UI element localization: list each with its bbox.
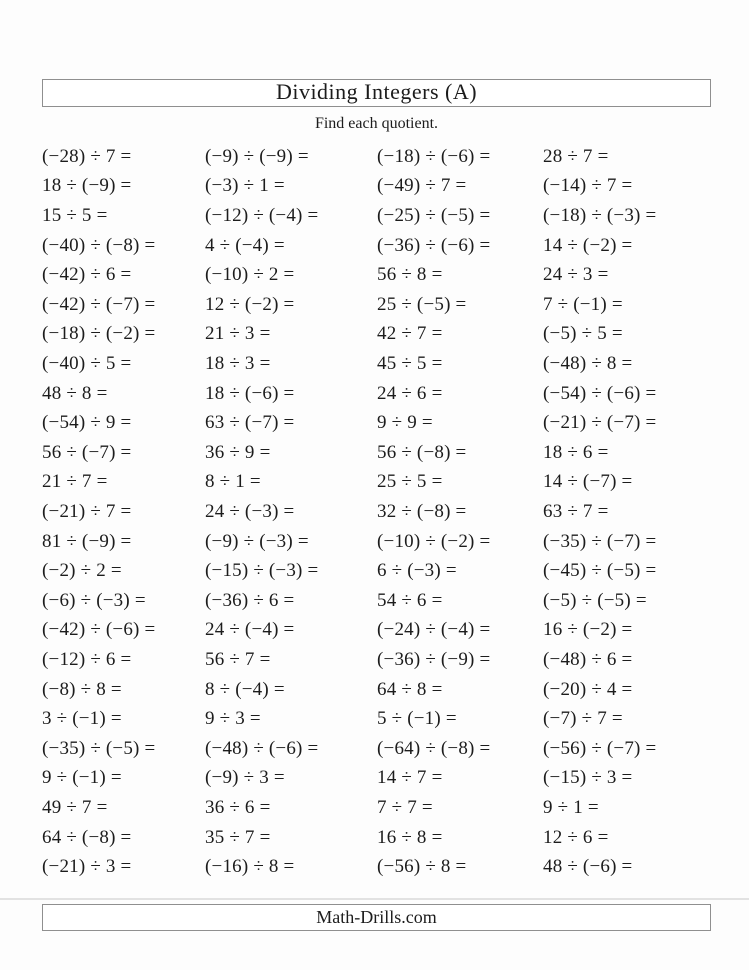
problem-cell: 3 ÷ (−1) = bbox=[42, 708, 122, 730]
problem-cell: 14 ÷ (−2) = bbox=[543, 234, 633, 256]
problem-cell: 9 ÷ (−1) = bbox=[42, 767, 122, 789]
instruction-text: Find each quotient. bbox=[314, 115, 439, 132]
problem-cell: (−16) ÷ 8 = bbox=[205, 856, 295, 878]
problem-cell: 7 ÷ (−1) = bbox=[543, 293, 623, 315]
problem-cell: (−36) ÷ (−6) = bbox=[377, 234, 491, 256]
problem-cell: (−45) ÷ (−5) = bbox=[543, 560, 657, 582]
problem-cell: (−35) ÷ (−5) = bbox=[42, 737, 156, 759]
problem-cell: 14 ÷ 7 = bbox=[377, 767, 443, 789]
problem-cell: 9 ÷ 9 = bbox=[377, 412, 433, 434]
problem-cell: (−5) ÷ 5 = bbox=[543, 323, 623, 345]
problem-cell: 81 ÷ (−9) = bbox=[42, 530, 132, 552]
problem-cell: 48 ÷ 8 = bbox=[42, 382, 108, 404]
problem-cell: (−8) ÷ 8 = bbox=[42, 678, 122, 700]
problem-cell: 24 ÷ (−4) = bbox=[205, 619, 295, 641]
problem-cell: (−21) ÷ 7 = bbox=[42, 500, 132, 522]
problem-cell: 9 ÷ 3 = bbox=[205, 708, 261, 730]
problem-cell: (−5) ÷ (−5) = bbox=[543, 589, 647, 611]
problem-cell: (−14) ÷ 7 = bbox=[543, 175, 633, 197]
problem-cell: (−42) ÷ (−6) = bbox=[42, 619, 156, 641]
problem-cell: 24 ÷ 6 = bbox=[377, 382, 443, 404]
problem-cell: 63 ÷ 7 = bbox=[543, 500, 609, 522]
problem-cell: 24 ÷ (−3) = bbox=[205, 500, 295, 522]
problem-cell: 56 ÷ 7 = bbox=[205, 648, 271, 670]
page-title: Dividing Integers (A) bbox=[275, 79, 478, 104]
problem-cell: 28 ÷ 7 = bbox=[543, 145, 609, 167]
problem-cell: (−35) ÷ (−7) = bbox=[543, 530, 657, 552]
problem-cell: 16 ÷ 8 = bbox=[377, 826, 443, 848]
problem-cell: (−25) ÷ (−5) = bbox=[377, 204, 491, 226]
problem-cell: 42 ÷ 7 = bbox=[377, 323, 443, 345]
problem-cell: (−9) ÷ (−9) = bbox=[205, 145, 309, 167]
problem-cell: (−15) ÷ 3 = bbox=[543, 767, 633, 789]
problem-cell: 18 ÷ (−6) = bbox=[205, 382, 295, 404]
problem-cell: (−48) ÷ 8 = bbox=[543, 352, 633, 374]
problem-cell: 56 ÷ (−7) = bbox=[42, 441, 132, 463]
problem-cell: (−42) ÷ 6 = bbox=[42, 264, 132, 286]
problem-cell: (−64) ÷ (−8) = bbox=[377, 737, 491, 759]
problem-cell: 48 ÷ (−6) = bbox=[543, 856, 633, 878]
problem-cell: 14 ÷ (−7) = bbox=[543, 471, 633, 493]
problem-cell: (−6) ÷ (−3) = bbox=[42, 589, 146, 611]
problem-cell: 63 ÷ (−7) = bbox=[205, 412, 295, 434]
problem-cell: (−18) ÷ (−6) = bbox=[377, 145, 491, 167]
problem-cell: (−40) ÷ (−8) = bbox=[42, 234, 156, 256]
problem-cell: (−54) ÷ 9 = bbox=[42, 412, 132, 434]
problem-cell: (−3) ÷ 1 = bbox=[205, 175, 285, 197]
problem-cell: (−36) ÷ (−9) = bbox=[377, 648, 491, 670]
problem-cell: (−9) ÷ (−3) = bbox=[205, 530, 309, 552]
problem-cell: 35 ÷ 7 = bbox=[205, 826, 271, 848]
problem-cell: 21 ÷ 3 = bbox=[205, 323, 271, 345]
problem-cell: 9 ÷ 1 = bbox=[543, 796, 599, 818]
problem-cell: (−21) ÷ 3 = bbox=[42, 856, 132, 878]
problem-cell: 16 ÷ (−2) = bbox=[543, 619, 633, 641]
problem-cell: 32 ÷ (−8) = bbox=[377, 500, 467, 522]
problem-cell: 5 ÷ (−1) = bbox=[377, 708, 457, 730]
problem-cell: 54 ÷ 6 = bbox=[377, 589, 443, 611]
problem-cell: 7 ÷ 7 = bbox=[377, 796, 433, 818]
footer-text: Math-Drills.com bbox=[316, 906, 437, 927]
problem-cell: 36 ÷ 9 = bbox=[205, 441, 271, 463]
footer-divider-line bbox=[0, 898, 749, 900]
problem-cell: (−24) ÷ (−4) = bbox=[377, 619, 491, 641]
problem-cell: 18 ÷ (−9) = bbox=[42, 175, 132, 197]
problem-cell: (−36) ÷ 6 = bbox=[205, 589, 295, 611]
problem-cell: (−48) ÷ (−6) = bbox=[205, 737, 319, 759]
problem-cell: 64 ÷ (−8) = bbox=[42, 826, 132, 848]
footer-box bbox=[42, 904, 711, 931]
problem-cell: (−12) ÷ 6 = bbox=[42, 648, 132, 670]
problem-cell: (−20) ÷ 4 = bbox=[543, 678, 633, 700]
problem-cell: (−18) ÷ (−3) = bbox=[543, 204, 657, 226]
problem-cell: 15 ÷ 5 = bbox=[42, 204, 108, 226]
problem-cell: (−56) ÷ 8 = bbox=[377, 856, 467, 878]
problem-cell: (−2) ÷ 2 = bbox=[42, 560, 122, 582]
problem-cell: 12 ÷ (−2) = bbox=[205, 293, 295, 315]
problem-cell: (−48) ÷ 6 = bbox=[543, 648, 633, 670]
problem-cell: 36 ÷ 6 = bbox=[205, 796, 271, 818]
problem-cell: 6 ÷ (−3) = bbox=[377, 560, 457, 582]
problem-cell: 12 ÷ 6 = bbox=[543, 826, 609, 848]
problem-cell: 49 ÷ 7 = bbox=[42, 796, 108, 818]
problem-cell: (−7) ÷ 7 = bbox=[543, 708, 623, 730]
problem-cell: (−56) ÷ (−7) = bbox=[543, 737, 657, 759]
problem-cell: (−9) ÷ 3 = bbox=[205, 767, 285, 789]
problem-cell: (−12) ÷ (−4) = bbox=[205, 204, 319, 226]
problem-cell: (−21) ÷ (−7) = bbox=[543, 412, 657, 434]
problem-cell: (−15) ÷ (−3) = bbox=[205, 560, 319, 582]
problem-cell: 8 ÷ (−4) = bbox=[205, 678, 285, 700]
problem-cell: 45 ÷ 5 = bbox=[377, 352, 443, 374]
problem-cell: (−42) ÷ (−7) = bbox=[42, 293, 156, 315]
problem-cell: (−28) ÷ 7 = bbox=[42, 145, 132, 167]
problem-cell: (−49) ÷ 7 = bbox=[377, 175, 467, 197]
problem-cell: 56 ÷ 8 = bbox=[377, 264, 443, 286]
worksheet-title-box bbox=[42, 79, 711, 107]
problem-cell: (−40) ÷ 5 = bbox=[42, 352, 132, 374]
problem-cell: 4 ÷ (−4) = bbox=[205, 234, 285, 256]
problem-cell: 21 ÷ 7 = bbox=[42, 471, 108, 493]
problem-cell: (−10) ÷ (−2) = bbox=[377, 530, 491, 552]
problem-cell: 18 ÷ 6 = bbox=[543, 441, 609, 463]
problem-cell: 25 ÷ 5 = bbox=[377, 471, 443, 493]
problem-cell: (−18) ÷ (−2) = bbox=[42, 323, 156, 345]
problem-cell: 8 ÷ 1 = bbox=[205, 471, 261, 493]
problem-cell: 25 ÷ (−5) = bbox=[377, 293, 467, 315]
problem-cell: (−10) ÷ 2 = bbox=[205, 264, 295, 286]
problem-cell: 64 ÷ 8 = bbox=[377, 678, 443, 700]
problem-cell: 56 ÷ (−8) = bbox=[377, 441, 467, 463]
problem-cell: 24 ÷ 3 = bbox=[543, 264, 609, 286]
problem-cell: (−54) ÷ (−6) = bbox=[543, 382, 657, 404]
problem-cell: 18 ÷ 3 = bbox=[205, 352, 271, 374]
problems-grid bbox=[42, 142, 711, 882]
